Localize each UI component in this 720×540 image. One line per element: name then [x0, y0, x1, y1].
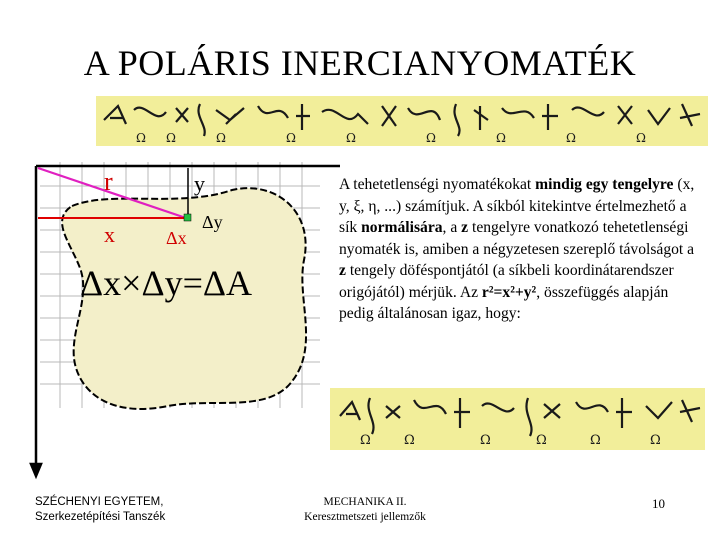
footer-course: MECHANIKA II. Keresztmetszeti jellemzők: [304, 496, 426, 523]
svg-text:Ω: Ω: [346, 131, 356, 145]
svg-text:Ω: Ω: [636, 131, 646, 145]
svg-text:Ω: Ω: [650, 433, 661, 448]
polar-inertia-sum-formula-image: [330, 388, 705, 450]
label-r: r: [104, 167, 113, 196]
area-formula: Δx×Δy=ΔA: [80, 263, 253, 303]
label-delta-y: Δy: [202, 212, 223, 232]
svg-text:Ω: Ω: [404, 433, 415, 448]
svg-text:Ω: Ω: [136, 131, 146, 145]
area-element-square: [184, 214, 191, 221]
explanation-paragraph: A tehetetlenségi nyomatékokat mindig egy tengelyre (x, y, ξ, η, ...) számítjuk. A síkból kitekintve értelmezhető a sík normálisára, a z tengelyre vonatkozó tehetetlenségi nyomaték is, amiben a négyzetesen szereplő távolságot a z tengely döféspontjától (a síkbeli koordinátarendszer origójától) mérjük. Az r²=x²+y², összefüggés alapján pedig általánosan igaz, hogy:: [339, 176, 695, 322]
svg-text:Ω: Ω: [286, 131, 296, 145]
svg-text:Ω: Ω: [426, 131, 436, 145]
label-x: x: [104, 222, 115, 247]
svg-text:Ω: Ω: [480, 433, 491, 448]
svg-text:Ω: Ω: [536, 433, 547, 448]
slide-title: A POLÁRIS INERCIANYOMATÉK: [83, 43, 637, 83]
svg-text:Ω: Ω: [496, 131, 506, 145]
page-number: 10: [652, 496, 665, 511]
polar-inertia-diagram: [0, 150, 340, 490]
svg-text:Ω: Ω: [216, 131, 226, 145]
svg-text:Ω: Ω: [566, 131, 576, 145]
footer-institution: SZÉCHENYI EGYETEM, Szerkezetépítési Tanszék: [35, 496, 166, 523]
svg-text:Ω: Ω: [360, 433, 371, 448]
label-y: y: [194, 171, 205, 196]
polar-inertia-formula-image: [96, 96, 708, 146]
svg-text:Ω: Ω: [166, 131, 176, 145]
label-delta-x: Δx: [166, 228, 187, 248]
svg-text:Ω: Ω: [590, 433, 601, 448]
